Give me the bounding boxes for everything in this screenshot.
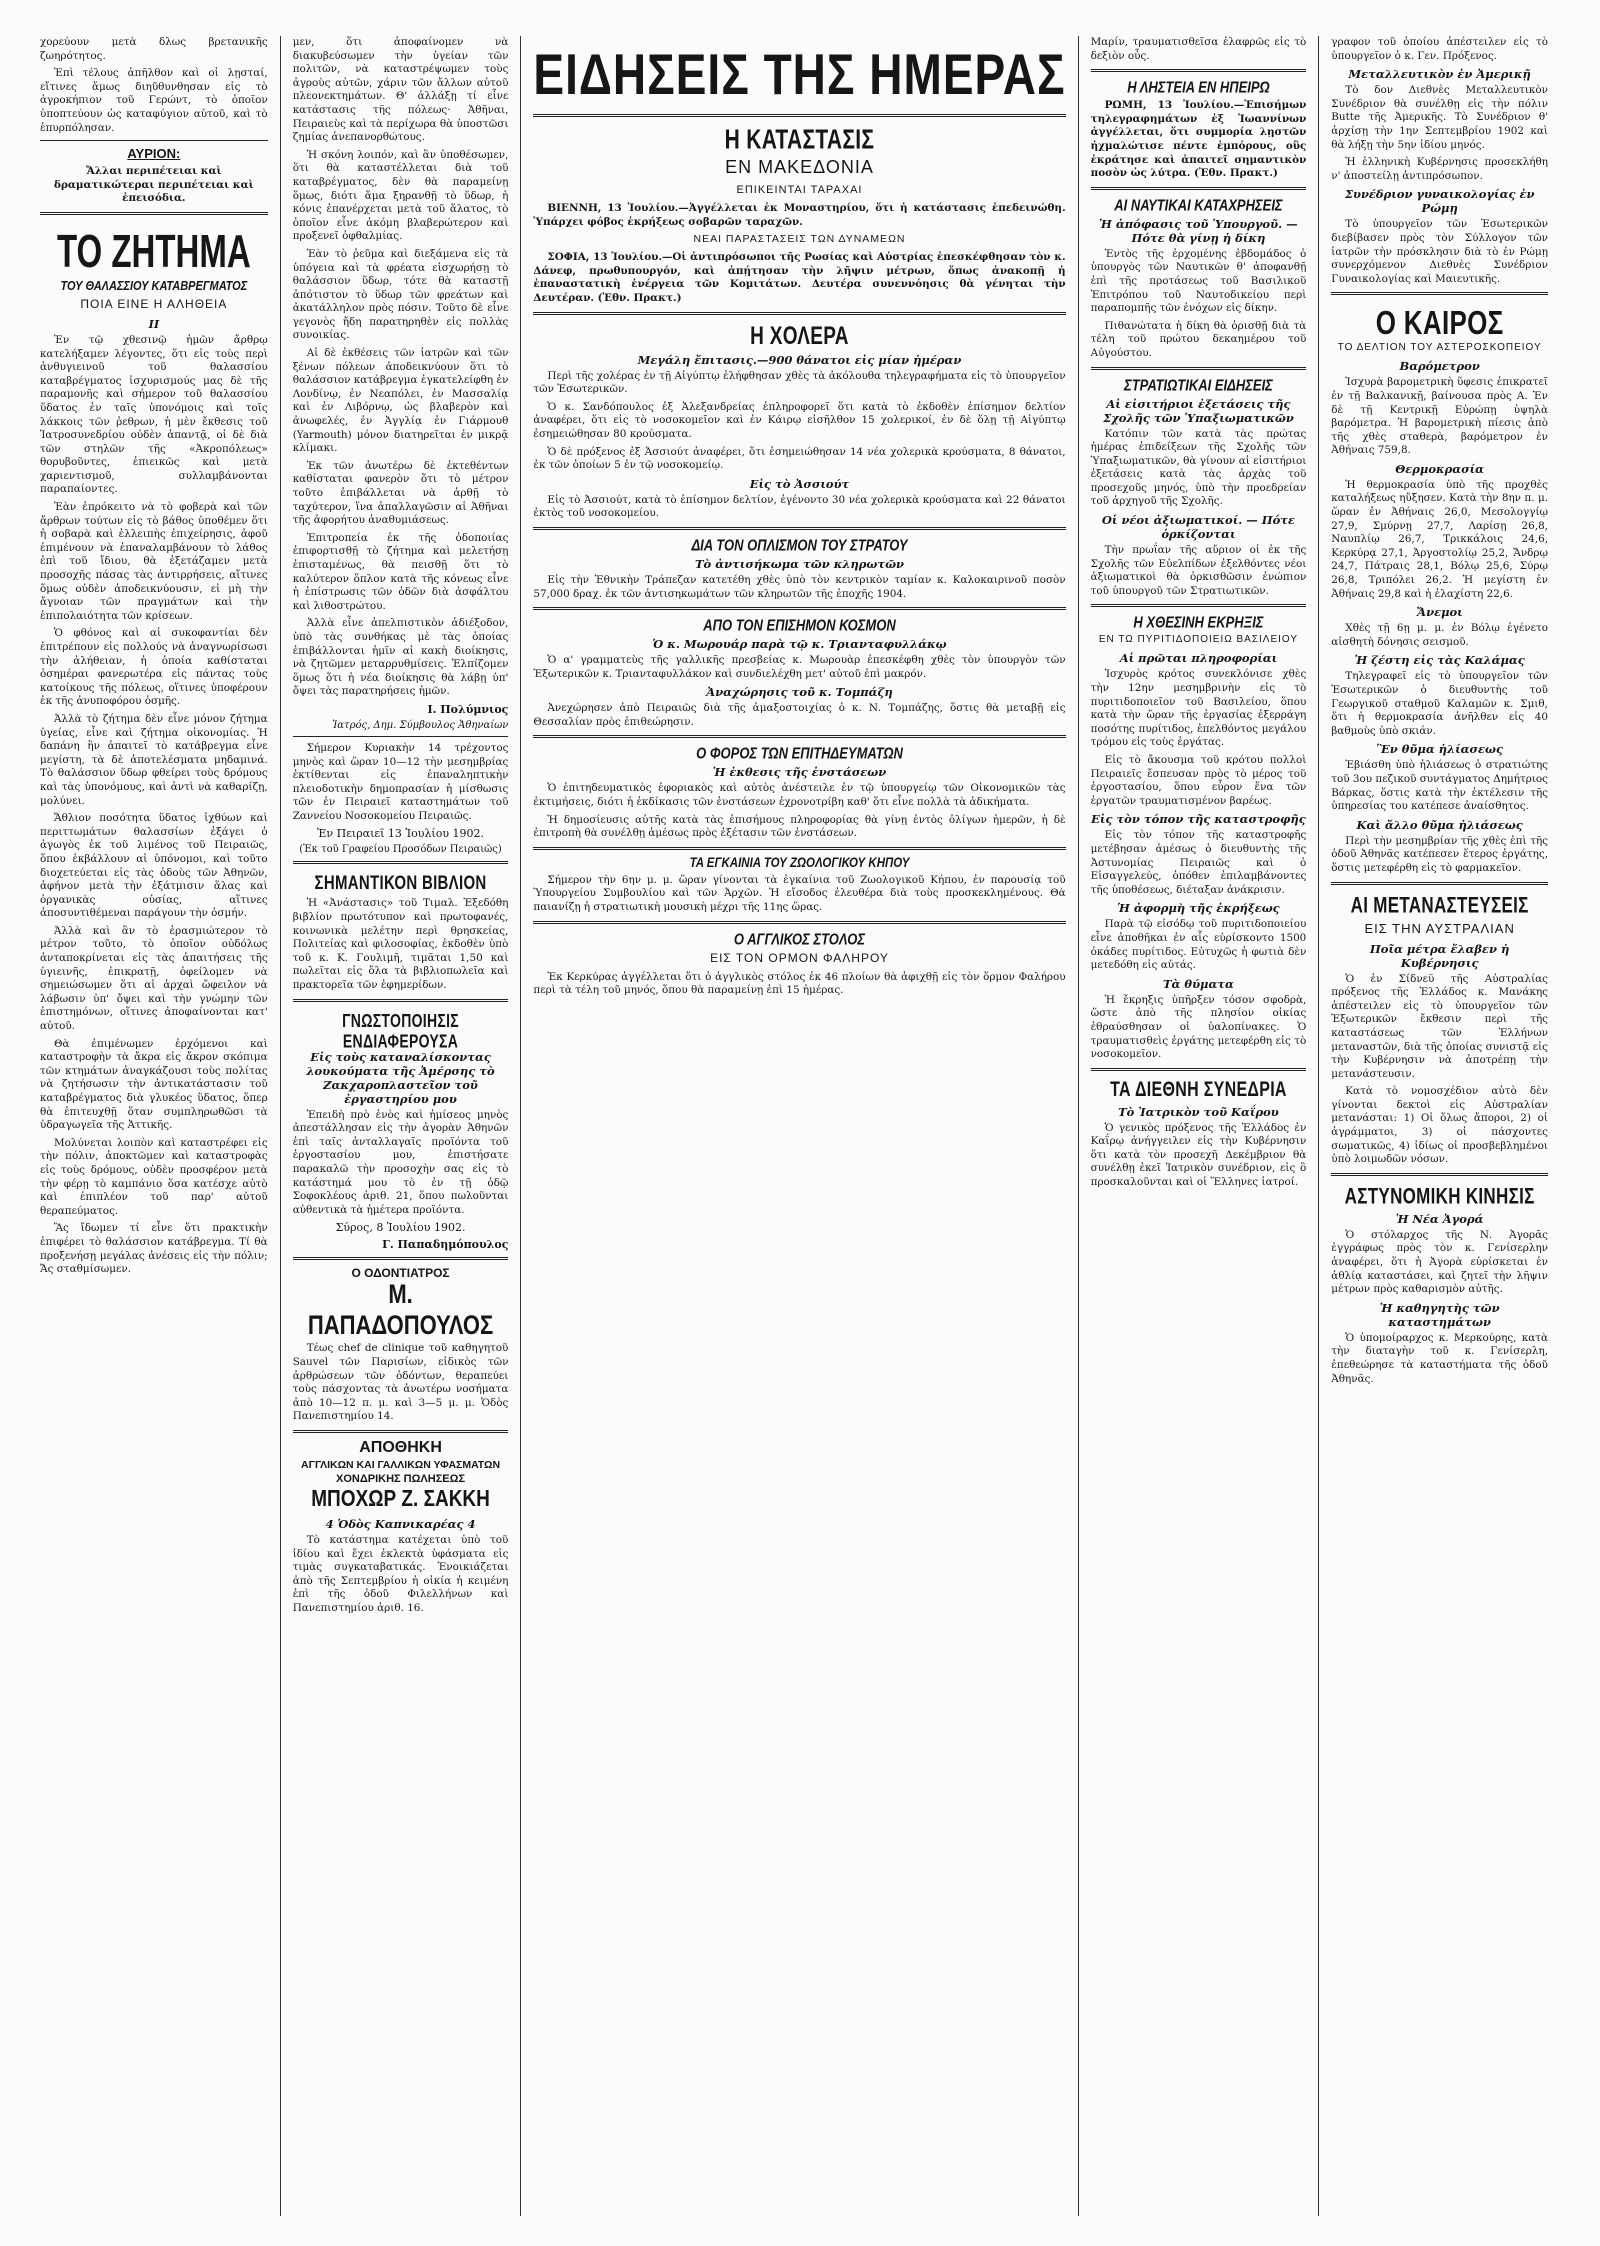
article-text: Ἐὰν τὸ ῥεῦμα καὶ διεξάμενα εἰς τὰ ὑπόγεια καὶ τὰ φρέατα εἰσχωρήσῃ τὸ θαλάσσιον ὕδωρ, τότε θὰ καταστῇ ἀπότιστον τὸ ὕδωρ τῶν φρεάτων καὶ ἀκατάλληλον πρὸς πόσιν. Τοῦτο δὲ εἶνε γεγονὸς ἤδη παρατηρηθὲν εἰς πολλὰς συνοικίας. — [292, 247, 509, 342]
synedria-subheading: Τὸ Ἰατρικὸν τοῦ Καΐρου — [1118, 1104, 1279, 1119]
agora-subheading: Ἡ Νέα Ἀγορά — [1395, 1211, 1484, 1226]
masthead-title: ΕΙΔΗΣΕΙΣ ΤΗΣ ΗΜΕΡΑΣ — [533, 41, 1066, 107]
article-text: Ἡ θερμοκρασία ὑπὸ τῆς προχθὲς καταλήξεως ηὔξησεν. Κατὰ τὴν 8ην π. μ. ὥραν ἐν Ἀθήναις 26,0, Μεσολογγίῳ 27,9, Σμύρνῃ 27,7, Λαρίσῃ 26,8, Ναυπλίῳ 26,7, Τρικκάλοις 24,6, Κερκύρᾳ 27,1, Ἀργοστολίῳ 25,2, Ἄνδρῳ 24,7, Πάτραις 28,1, Βόλῳ 25,6, Σύρῳ 26,8, Τριπόλει 26,2. Ἡ μεγίστη ἐν Ἀθήναις 29,8 καὶ ἡ ἐλαχίστη 22,6. — [1331, 478, 1548, 600]
column-1 — [40, 36, 281, 2216]
article-text: γραφον τοῦ ὁποίου ἀπέστειλεν εἰς τὸ ὑπουργεῖον ὁ κ. Γεν. Πρόξενος. — [1331, 36, 1548, 62]
divider — [293, 1430, 509, 1433]
article-text: Ἡ ἑλληνικὴ Κυβέρνησις προσεκλήθη ν' ἀποστείλῃ ἀντιπρόσωπον. — [1331, 156, 1548, 182]
article-text: Παρὰ τῷ εἰσόδῳ τοῦ πυριτιδοποιείου εἶνε ἀποθῆκαι ἐν αἷς εὑρίσκοντο 1500 ὀκάδες πυρίτιδος. Εὐτυχῶς ἡ φωτιὰ δὲν μετεδόθη εἰς αὐτάς. — [1090, 918, 1307, 972]
thymata-subheading: Τὰ θύματα — [1162, 976, 1234, 991]
allo-subheading: Καὶ ἄλλο θῦμα ἡλιάσεως — [1356, 817, 1523, 832]
column-5 — [1319, 36, 1560, 2216]
article-text: Εἰς τὸ Ἀσσιούτ, κατὰ τὸ ἐπίσημον δελτίον, ἐγένοντο 30 νέα χολερικὰ κρούσματα καὶ 22 θάνατοι ἐκτὸς τοῦ νοσοκομείου. — [533, 493, 1066, 520]
article-text: Ἐκ τῶν ἀνωτέρω δὲ ἐκτεθέντων καθίσταται φανερὸν ὅτι τὸ μέτρον τοῦτο ἐπιβάλλεται νὰ ἀρθῇ τὸ ταχύτερον, ἵνα ἀπαλλαγῶσιν αἱ Ἀθῆναι τῆς ἀφορήτου ἀναθυμιάσεως. — [292, 459, 509, 527]
article-text: Ὁ ἐν Σίδνεϋ τῆς Αὐστραλίας πρόξενος τῆς Ἑλλάδος κ. Μανάκης ἀπέστειλεν εἰς τὸ ὑπουργεῖον τῶν Ἐξωτερικῶν ἔκθεσιν περὶ τῆς καταστάσεως τῶν Ἑλλήνων μεταναστῶν, διὰ τῆς ὁποίας συνιστᾷ εἰς τὴν Κυβέρνησιν νὰ ἀποτρέπῃ τὴν μετανάστευσιν. — [1331, 972, 1548, 1080]
zesti-subheading: Ἡ ζέστη εἰς τὰς Καλάμας — [1354, 653, 1525, 668]
article-text: Χθὲς τῇ 6ῃ μ. μ. ἐν Βόλῳ ἐγένετο αἰσθητὴ δόνησις σεισμοῦ. — [1331, 622, 1548, 648]
afromi-subheading: Ἡ ἀφορμὴ τῆς ἐκρήξεως — [1117, 901, 1280, 916]
article-text: Περὶ τὴν μεσημβρίαν τῆς χθὲς ἐπὶ τῆς ὁδοῦ Ἀθηνᾶς κατέπεσεν ἕτερος ἐργάτης, ὅστις μετεφέρθη εἰς τὸ φαρμακεῖον. — [1331, 834, 1548, 874]
divider — [40, 140, 268, 141]
divider — [1331, 292, 1548, 295]
divider — [1091, 367, 1307, 370]
kosmos-heading: ΑΠΟ ΤΟΝ ΕΠΙΣΗΜΟΝ ΚΟΣΜΟΝ — [703, 616, 896, 635]
metanastefseis-subheading-2: Ποῖα μέτρα ἔλαβεν ἡ Κυβέρνησις — [1369, 941, 1510, 970]
dentist-label: Ο ΟΔΟΝΤΙΑΤΡΟΣ — [351, 1266, 450, 1281]
article-text: Περὶ τῆς χολέρας ἐν τῇ Αἰγύπτῳ ἐλήφθησαν χθὲς τὰ ἀκόλουθα τηλεγραφήματα εἰς τὸ ὑπουργεῖον τῶν Ἐσωτερικῶν. — [533, 369, 1066, 396]
divider — [533, 607, 1065, 610]
article-text: Ἐν τῷ χθεσινῷ ἡμῶν ἄρθρῳ κατελήξαμεν λέγοντες, ὅτι εἰς τοὺς περὶ ἀνθυγιεινοῦ τοῦ θαλασσίου καταβρέγματος ἰσχυρισμούς μας δὲ τῆς παραμονῆς καὶ σήμερον τοῦ θαλασσίου ὕδατος ἐν ταῖς ὑπονόμοις καὶ τοῖς λάκκοις τῶν ῥεθρων, ἡ μὲν ἔκθεσις τοῦ Ἰατροσυνεδρίου οὐδὲν ἀπαντᾷ, οἱ δὲ διὰ τῶν στηλῶν τῆς «Ἀκροπόλεως» θορυβοῦντες, ἐπιεικῶς καὶ μετὰ χαριεντισμοῦ, συλλαμβάνονται παραπαίοντες. — [40, 333, 268, 496]
article-text: Τὸ ὑπουργεῖον τῶν Ἐσωτερικῶν διεβίβασεν πρὸς τὸν Σύλλογον τῶν ἰατρῶν τὴν πρόσκλησιν διὰ τὸ ἐν Ρώμῃ συνερχόμενον Διεθνὲς Συνέδριον Γυναικολογίας καὶ Μαιευτικῆς. — [1331, 218, 1548, 285]
column-3 — [521, 36, 1078, 2216]
article-text: Τηλεγραφεῖ εἰς τὸ ὑπουργεῖον τῶν Ἐσωτερικῶν ὁ διευθυντὴς τοῦ Γεωργικοῦ σταθμοῦ Καλαμῶν κ. Σμιθ, ὅτι ἡ θερμοκρασία ἀνῆλθεν εἰς 40 βαθμοὺς ὑπὸ σκιάν. — [1331, 670, 1548, 737]
divider — [533, 735, 1065, 738]
article-text: χορεύουν μετὰ δλως βρετανικῆς ζωηρότητος. — [40, 36, 268, 62]
assiout-subheading: Εἰς τὸ Ἀσσιούτ — [749, 476, 850, 491]
column-4 — [1079, 36, 1320, 2216]
article-text: Ἐπιτροπεία ἐκ τῆς ὀδοποιίας ἐπιφορτισθῇ τὸ ζήτημα καὶ μελετήσῃ ἐπισταμένως, θὰ πεισθῇ ὅτι τὸ καλύτερον ὅπλον κατὰ τῆς κόνεως εἶνε ἡ ἐπίστρωσις τῶν ὁδῶν διὰ ἀσφάλτου καὶ λιθοστρώτου. — [292, 531, 509, 612]
divider — [1091, 1068, 1307, 1071]
notice-date: Σύρος, 8 Ἰουλίου 1902. — [335, 1221, 466, 1235]
article-text: Ὁ ὑπομοίραρχος κ. Μερκούρης, κατὰ τὴν διαταγὴν τοῦ κ. Γενίσερλη, ἐπεθεώρησε τὰ καταστήματα τῆς ὁδοῦ Ἀθηνᾶς. — [1331, 1331, 1548, 1385]
article-text: Αἱ δὲ ἐκθέσεις τῶν ἰατρῶν καὶ τῶν ξένων πόλεων ἀποδεικνύουν ὅτι τὸ θαλάσσιον κατάβρεγμα ἐγκατελείφθη ἐν Λονδίνῳ, ἐν Νεαπόλει, ἐν Μασσαλίᾳ καὶ ἐν Λιβόρνῳ, ὡς βλαβερὸν καὶ ἀνωφελές, ἐν Ἀγγλίᾳ ἐν Γιάρμουθ (Yarmouth) μόνον διατηρεῖται ἐν μικρᾷ κλίμακι. — [292, 347, 509, 455]
notice-text: Σήμερον Κυριακὴν 14 τρέχοντος μηνὸς καὶ ὥραν 10—12 τὴν μεσημβρίας ἐκτίθενται εἰς ἐπαναληπτικὴν πλειοδοτικὴν δημοπρασίαν ἡ μίσθωσις τῶν ἐν Πειραιεῖ καταστημάτων τοῦ Ζαννείου Νοσοκομείου Πειραιῶς. — [292, 741, 509, 822]
notice-date: Ἐν Πειραιεῖ 13 Ἰουλίου 1902. — [317, 827, 485, 841]
metanastefseis-subheading: ΕΙΣ ΤΗΝ ΑΥΣΤΡΑΛΙΑΝ — [1364, 920, 1515, 936]
stolos-heading: Ο ΑΓΓΛΙΚΟΣ ΣΤΟΛΟΣ — [733, 929, 866, 948]
divider — [293, 999, 509, 1002]
article-text: Ἡ δημοσίευσις αὐτῆς κατὰ τὰς ἐπισήμους πληροφορίας θὰ γίνῃ ἐντὸς ὀλίγων ἡμερῶν, ἡ δὲ ἐπιτροπὴ θὰ συνέλθῃ ἀμέσως πρὸς ἐξέτασιν τῶν ἐνστάσεων. — [533, 813, 1066, 840]
ad-text: Τὸ κατάστημα κατέχεται ὑπὸ τοῦ ἰδίου καὶ ἔχει ἐκλεκτὰ ὑφάσματα εἰς τιμὰς συγκαταβατικάς. Ἑνοικιάζεται ἀπὸ τῆς Σεπτεμβρίου ἡ οἰκία ἡ κειμένη ἐπὶ τῆς ὁδοῦ Φιλελλήνων καὶ Πανεπιστημίου ἀριθ. 16. — [292, 1533, 509, 1614]
anemoi-subheading: Ἄνεμοι — [1416, 605, 1463, 620]
topos-subheading: Εἰς τὸν τόπον τῆς καταστροφῆς — [1091, 812, 1306, 827]
divider — [533, 921, 1065, 924]
ekrixis-subheading: ΕΝ ΤΩ ΠΥΡΙΤΙΔΟΠΟΙΕΙΩ ΒΑΣΙΛΕΙΟΥ — [1098, 634, 1299, 646]
kosmos-subheading: Ὁ κ. Μωρουάρ παρὰ τῷ κ. Τριανταφυλλάκῳ — [652, 637, 947, 652]
varometron-subheading: Βαρόμετρον — [1399, 359, 1480, 374]
divider — [1091, 69, 1307, 72]
apothiki-heading: ΑΠΟΘΗΚΗ — [359, 1438, 442, 1456]
divider — [293, 736, 509, 737]
divider — [1331, 882, 1548, 885]
naftikes-heading: ΑΙ ΝΑΥΤΙΚΑΙ ΚΑΤΑΧΡΗΣΕΙΣ — [1114, 195, 1283, 214]
article-text: μεν, ὅτι ἀποφαίνομεν νὰ διακυβεύσωμεν τὴν ὑγείαν τῶν πολιτῶν, νὰ καταστρέψωμεν τοὺς ἀγροὺς αὐτῶν, χάριν τῶν ἄλλων αὐτοῦ πλεονεκτημάτων. Θ' ἀλλάξῃ τί εἶνε κατάστασις τῆς πόλεως· Ἀθῆναι, Πειραιεὺς καὶ τὰ περίχωρα θὰ ὑποστῶσι ζημίας ἀνεπανορθώτους. — [292, 36, 509, 144]
notice-source: (Ἐκ τοῦ Γραφείου Προσόδων Πειραιῶς) — [299, 844, 502, 856]
anaxorisis-subheading: Ἀναχώρησις τοῦ κ. Τομπάζη — [706, 685, 893, 700]
kairos-subheading: ΤΟ ΔΕΛΤΙΟΝ ΤΟΥ ΑΣΤΕΡΟΣΚΟΠΕΙΟΥ — [1337, 342, 1542, 354]
article-text: Τὴν πρωΐαν τῆς αὔριον οἱ ἐκ τῆς Σχολῆς τῶν Εὐελπίδων ἐξελθόντες νέοι ἀξιωματικοὶ θὰ ὁρκισθῶσιν ἐνώπιον τοῦ ὑπουργοῦ τῶν Στρατιωτικῶν. — [1090, 544, 1307, 597]
signature: Γ. Παπαδημόπουλος — [382, 1238, 509, 1252]
article-text: Ὁ κ. Σανδόπουλος ἐξ Ἀλεξανδρείας ἐπληροφορεῖ ὅτι κατὰ τὸ ἐκδοθὲν ἐπίσημον δελτίον ἀναφέρει, ὅτι εἰς τὸ νοσοκομεῖον καὶ ἐν Κάιρῳ εἰσῆλθον 15 χολερικοί, ἐν δὲ ὅλῃ τῇ Αἰγύπτῳ ἐσημειώθησαν 80 κρούσματα. — [533, 400, 1066, 440]
article-text: Ἀλλὰ καὶ ἂν τὸ ἐρασμιώτερον τὸ μέτρον τοῦτο, τὸ ὁποῖον οὐδόλως ἀνταποκρίνεται εἰς τὰς ἀπαιτήσεις τῆς ὑγιεινῆς, ἐπικρατῇ, ὀφείλομεν νὰ σημειώσωμεν ὅτι αἱ ἀρχαὶ ὤφειλον νὰ λάβωσιν ὑπ' ὄψει καὶ τὴν γνώμην τῶν ἐπιστημόνων, οἵτινες ἀποφαίνονται κατ' αὐτοῦ. — [40, 924, 268, 1033]
cholera-heading: Η ΧΟΛΕΡΑ — [750, 322, 849, 350]
stratiotikai-subheading: Αἱ εἰσιτήριοι ἐξετάσεις τῆς Σχολῆς τῶν Ὑπαξιωματικῶν — [1103, 396, 1294, 425]
article-text: Ἃς ἴδωμεν τί εἶνε ὅτι πρακτικὴν ἐπιφέρει τὸ θαλάσσιον κατάβρεγμα. Τί θὰ προξενήσῃ μεγάλας ἀνέσεις εἰς τὴν πόλιν; Ἄς σταθμίσωμεν. — [40, 1222, 268, 1276]
article-text: Ἀνεχώρησεν ἀπὸ Πειραιῶς διὰ τῆς ἀμαξοστοιχίας ὁ κ. Ν. Τομπάζης, ὅστις θὰ μεταβῇ εἰς Θεσσαλίαν πρὸς ἐπιθεώρησιν. — [533, 702, 1066, 728]
thyma-subheading: Ἓν θῦμα ἡλίασεως — [1376, 742, 1503, 757]
article-text: Ἐβιάσθη ὑπὸ ἡλιάσεως ὁ στρατιώτης τοῦ 3ου πεζικοῦ συντάγματος Δημήτριος Βάρκας, ὅστις κατὰ τὴν ἐκτέλεσιν τῆς ὑπηρεσίας του κατέπεσε ἀναίσθητος. — [1331, 759, 1549, 813]
article-text: Μολύνεται λοιπὸν καὶ καταστρέφει εἰς τὴν πόλιν, ἀποκτῶμεν καὶ καταστροφὰς εἰς τοὺς δρόμους, οὐδὲν προσφέρον μετὰ τὴν φέρῃ τὸ καμπάνιο ὅσα κατέσχε αὐτὸ καὶ ἐπιπλέον τοῦ παρ' αὐτοῦ θεραπεύματος. — [40, 1136, 268, 1217]
article-text: Ἄθλιον ποσότητα ὕδατος ἰχθύων καὶ περιττωμάτων θαλασσίων ἐξάγει ὁ ἀγωγὸς ἐκ τοῦ λιμένος τοῦ Πειραιῶς, ὅπου ἐκβάλλουν αἱ ὑπόνομοι, καὶ τοῦτο διοχετεύεται εἰς τὰς ὁδοὺς τῶν Ἀθηνῶν, ἀφήνον μετὰ τὴν ἐξάτμισιν ἅλας καὶ ὀργανικὰς οὐσίας, αἵτινες ἀποσυντιθέμεναι παράγουν τὴν ὀσμήν. — [40, 812, 268, 920]
tomorrow-heading: ΑΥΡΙΟΝ: — [127, 146, 181, 162]
lisia-heading: Η ΛΗΣΤΕΙΑ ΕΝ ΗΠΕΙΡΩ — [1127, 78, 1270, 97]
article-text: Ἰσχυρὰ βαρομετρικὴ ὕφεσις ἐπικρατεῖ ἐν τῇ Βαλκανικῇ, βαίνουσα πρὸς Α. Ἐν δὲ τῇ Κεντρικῇ Εὐρώπῃ ὑψηλὰ βαρόμετρα. Ἡ βαρομετρικὴ πίεσις ἀπὸ τῆς χθὲς σταθερὰ, βαρόμετρον ἐν Ἀθήναις 759,8. — [1331, 376, 1548, 457]
zitima-question: ΠΟΙΑ ΕΙΝΕ Η ΑΛΗΘΕΙΑ — [80, 296, 228, 311]
apothiki-name: ΜΠΟΧΩΡ Ζ. ΣΑΚΚΗ — [311, 1486, 490, 1512]
tomorrow-text: Ἄλλαι περιπέτειαι καὶ δραματικώτεραι περιπέτειαι καὶ ἐπεισόδια. — [54, 165, 254, 205]
divider — [533, 312, 1065, 315]
article-text: Ὁ γενικὸς πρόξενος τῆς Ἑλλάδος ἐν Καΐρῳ ἀνήγγειλεν εἰς τὴν Κυβέρνησιν ὅτι κατὰ τὸν προσεχῆ Δεκέμβριον θὰ συνέλθῃ ἐκεῖ Ἰατρικὸν συνέδριον, εἰς ὃ προσκαλοῦνται καὶ οἱ Ἕλληνες ἰατροί. — [1090, 1121, 1307, 1189]
divider — [40, 212, 268, 215]
divider — [1091, 604, 1307, 607]
article-text: Ἐὰν ἐπρόκειτο νὰ τὸ φοβερὰ καὶ τῶν ἄρθρων τούτων εἰς τὸ βάθος ὑποθέμεν ὅτι ἡ σοβαρὰ καὶ ἐλλειπὴς ἐπιχείρησις, ἀφοῦ ἐπιμένουν νὰ ἐπαναλαμβάνουν τὸ λάθος ἐπὶ τοῦ ἴδιου, θὰ ἐξετάζαμεν μετὰ προσοχῆς πάσας τὰς ἀντιρρήσεις, αἵτινες ὅμως οὐδὲν ἀποδεικνύουσιν, εἰ μὴ τὴν ἄγνοιαν τῶν πραγμάτων καὶ τὴν ἐπιπολαιότητα τῶν κρίσεων. — [40, 501, 268, 622]
divider — [293, 861, 509, 864]
signature: Ι. Πολύμνιος — [427, 702, 509, 716]
article-text: Ἀλλὰ εἶνε ἀπελπιστικὸν ἀδιέξοδον, ὑπὸ τὰς συνθήκας μὲ τὰς ὁποίας ἐπιβάλλονται ἡμῖν αἱ κακὴ διοίκησις, νὰ ζητῶμεν μεταρρυθμίσεις. Ἐλπίζομεν ὅμως ὅτι ἡ νέα διοίκησις θὰ λάβῃ ὑπ' ὄψει τὰς παρατηρήσεις ἡμῶν. — [292, 617, 509, 698]
article-text: Ἐπειδὴ πρὸ ἑνὸς καὶ ἡμίσεος μηνὸς ἀπεστάλλησαν εἰς τὴν ἀγορὰν Ἀθηνῶν ἐπὶ ταῖς ἀνταλλαγαῖς προϊόντα τοῦ ἐργοστασίου μου, ἐπιστήσατε παρακαλῶ τὴν προσοχὴν σας εἰς τὸ κατάστημά μου τὸ ἐν τῇ ὁδῷ Σοφοκλέους ἀριθ. 21, ὅπου πωλοῦνται αὐθεντικὰ τὰ ἡμέτερα προϊόντα. — [292, 1108, 509, 1216]
article-text: Εἰς τὸ ἄκουσμα τοῦ κρότου πολλοὶ Πειραιεῖς ἔσπευσαν πρὸς τὸ μέρος τοῦ ἐργοστασίου, ὅπου εὗρον ἕνα τῶν ἐργατῶν τραυματισμένον βαρέως. — [1090, 754, 1307, 807]
signature-title: Ἰατρός, Δημ. Σύμβουλος Ἀθηναίων — [332, 719, 509, 731]
kathigitis-subheading: Ἡ καθηγητὴς τῶν καταστημάτων — [1379, 1300, 1500, 1329]
article-text: Ὁ α' γραμματεὺς τῆς γαλλικῆς πρεσβείας κ. Μωρουὰρ ἐπεσκέφθη χθὲς τὸν ὑπουργὸν τῶν Ἐξωτερικῶν κ. Τριανταφυλλάκον καὶ συνδιελέχθη μετ' αὐτοῦ ἐπὶ μακρόν. — [533, 654, 1066, 680]
telegram-text: ΒΙΕΝΝΗ, 13 Ἰουλίου.—Ἀγγέλλεται ἐκ Μοναστηρίου, ὅτι ἡ κατάστασις ἐπεδεινώθη. Ὑπάρχει φόβος ἐκρήξεως σοβαρῶν ταραχῶν. — [533, 202, 1066, 228]
article-text: Ὁ ἐπιτηδευματικὸς ἐφοριακὸς καὶ αὐτὸς ἀνέστειλε ἐν τῷ ὑπουργείῳ τῶν Οἰκονομικῶν τὰς ἐκτιμήσεις, διότι ἡ ἐκδίκασις τῶν ἐνστάσεων ἐχρονοτρίβη καθ' ὅτι εἶνε πολλὰ τὰ ἀδικήματα. — [533, 782, 1066, 809]
article-text: Μαρίν, τραυματισθεῖσα ἐλαφρῶς εἰς τὸ δεξιὸν οὖς. — [1090, 36, 1307, 62]
ad-text: Τέως chef de clinique τοῦ καθηγητοῦ Sauvel τῶν Παρισίων, εἰδικὸς τῶν ἀρθρώσεων τῶν ὀδόντων, θεραπεύει τοὺς πάσχοντας τὰ ἀνωτέρω νοσήματα ἀπὸ 10—12 π. μ. καὶ 3—5 μ. μ. Ὁδὸς Πανεπιστημίου 14. — [292, 1342, 509, 1423]
metanastefseis-heading: ΑΙ ΜΕΤΑΝΑΣΤΕΥΣΕΙΣ — [1350, 892, 1529, 918]
article-text: Ἡ «Ἀνάστασις» τοῦ Τιμαλ. Ἐξεδόθη βιβλίον πρωτότυπον καὶ πρωτοφανές, κοινωνικὰ μελέτην περὶ θρησκείας, Πολιτείας καὶ φιλοσοφίας, ἐκδοθὲν ὑπὸ τοῦ κ. Κ. Γουλιμῆ, τιμᾶται 1,50 καὶ πωλεῖται εἰς ὅλα τὰ βιβλιοπωλεῖα καὶ πρακτορεῖα τῶν ἐφημερίδων. — [292, 897, 509, 992]
ekrixis-subheading-2: Αἱ πρῶται πληροφορίαι — [1119, 651, 1278, 666]
kipos-heading: ΤΑ ΕΓΚΑΙΝΙΑ ΤΟΥ ΖΩΟΛΟΓΙΚΟΥ ΚΗΠΟΥ — [689, 855, 910, 871]
article-text: Θὰ ἐπιμένωμεν ἐρχόμενοι καὶ καταστροφὴν τὰ ἄκρα εἰς ἄκρον σκόπιμα τῶν κτημάτων ἀναγκάζουσι τοὺς πολίτας νὰ ζητήσωσιν τὴν ἀντικατάστασιν τοῦ καταβρέγματος διὰ γλυκέος ὕδατος, ὅπερ θὰ ἐπιτευχθῇ ὅταν συμπληρωθῶσι τὰ ὑδραγωγεῖα τῆς Ἀττικῆς. — [40, 1037, 268, 1132]
katastasis-heading-1: Η ΚΑΤΑΣΤΑΣΙΣ — [724, 125, 875, 155]
columns — [40, 36, 1560, 2216]
oplismos-heading: ΔΙΑ ΤΟΝ ΟΠΛΙΣΜΟΝ ΤΟΥ ΣΤΡΑΤΟΥ — [691, 535, 908, 554]
gnostopoiisis-heading: ΓΝΩΣΤΟΠΟΙΗΣΙΣ ΕΝΔΙΑΦΕΡΟΥΣΑ — [342, 1009, 459, 1052]
article-text: Ὁ στόλαρχος τῆς Ν. Ἀγορᾶς ἐγγράφως πρὸς τὸν κ. Γενίσερλην ἀναφέρει, ὅτι ἡ Ἀγορὰ εὑρίσκεται ἐν ἀθλίᾳ καταστάσει, καὶ ζητεῖ τὴν λῆψιν μέτρων πρὸς καθαρισμὸν αὐτῆς. — [1331, 1228, 1548, 1296]
nees-ax-subheading: Οἱ νέοι ἀξιωματικοί. — Πότε ὁρκίζονται — [1101, 513, 1296, 542]
divider — [1091, 187, 1307, 190]
article-text: Κατόπιν τῶν κατὰ τὰς πρώτας ἡμέρας ἐπιδείξεων τῆς Σχολῆς τῶν Ὑπαξιωματικῶν, θὰ γίνουν αἱ εἰσιτήριοι ἐξετάσεις κατὰ τὰς ἀρχὰς τοῦ προσεχοῦς μηνός, ὑπὸ τὴν προεδρείαν τοῦ ἀρχηγοῦ τῆς Σχολῆς. — [1090, 427, 1307, 508]
katastasis-subheading: ΕΠΙΚΕΙΝΤΑΙ ΤΑΡΑΧΑΙ — [736, 184, 863, 196]
foros-subheading: Ἡ ἐκθεσις τῆς ἐνστάσεων — [712, 765, 887, 780]
naftikes-subheading: Ἡ ἀπόφασις τοῦ Ὑπουργοῦ. — Πότε θὰ γίνῃ ἡ δίκη — [1099, 216, 1298, 245]
oplismos-subheading: Τὸ ἀντισήκωμα τῶν κληρωτῶν — [694, 556, 905, 571]
divider — [293, 1257, 509, 1260]
katastasis-heading-2: ΕΝ ΜΑΚΕΔΟΝΙΑ — [725, 157, 874, 177]
article-text: Εἰς τὸν τόπον τῆς καταστροφῆς μετέβησαν ἀμέσως ὁ διευθυντὴς τῆς Ἀστυνομίας Πειραιῶς καὶ ὁ Εἰσαγγελεύς, ὁπόθεν ἐπιλαμβάνοντες τῆς ὑποθέσεως, διέταξαν ἀνάκρισιν. — [1090, 829, 1307, 896]
article-text: Ἐντὸς τῆς ἐρχομένης ἑβδομάδος ὁ ὑπουργὸς τῶν Ναυτικῶν θ' ἀποφανθῇ ἐπὶ τῆς προτάσεως τοῦ Βασιλικοῦ Ἐπιτρόπου τοῦ Ναυτοδικείου περὶ παραπομπῆς τῶν ἐνόχων εἰς δίκην. — [1090, 247, 1307, 315]
divider — [533, 114, 1065, 117]
nees-heading: ΝΕΑΙ ΠΑΡΑΣΤΑΣΕΙΣ ΤΩΝ ΔΥΝΑΜΕΩΝ — [693, 233, 906, 246]
article-text: Ὁ φθόνος καὶ αἱ συκοφαντίαι δὲν ἐπιτρέπουν εἰς πολλούς νὰ ἀναγνωρίσωσι τὴν ἀλήθειαν, ἡ ὁποία καθίσταται ὁσημέραι φανερωτέρα εἰς πάντας τοὺς κατοίκους τῆς πόλεως, οἵτινες ὑποφέρουν ἐκ τῆς ἀνυποφόρου ὀσμῆς. — [40, 627, 268, 708]
telegram-text: ΡΩΜΗ, 13 Ἰουλίου.—Ἐπισήμων τηλεγραφημάτων ἐξ Ἰωαννίνων ἀγγέλλεται, ὅτι συμμορία λῃστῶν ἠχμαλώτισε πέντε ἐμπόρους, οὓς ἐκράτησε καὶ ἀπαιτεῖ σημαντικὸν ποσὸν ὡς λύτρα. (Ἐθν. Πρακτ.) — [1090, 99, 1307, 180]
metallevtiko-subheading: Μεταλλευτικὸν ἐν Ἀμερικῇ — [1348, 67, 1531, 82]
article-text: Ἐπὶ τέλους ἀπῆλθον καὶ οἱ λῃσταί, εἴτινες ἅμως διηῦθυνθησαν εἰς τὸ ἀγροκήπιον τοῦ Γερώντ, τὸ ὁποῖον ὑποπτεύουν ὡς καταφύγιον αὐτοῦ, καὶ τὸ ἐπυρπόλησαν. — [40, 67, 268, 134]
gnostopoiisis-subheading: Εἰς τοὺς καταναλίσκοντας λουκούματα τῆς Ἀμέρσης τὸ Ζακχαροπλαστεῖον τοῦ ἐργαστηρίου μου — [306, 1049, 495, 1106]
thermokrasia-subheading: Θερμοκρασία — [1395, 461, 1485, 476]
cholera-subheading: Μεγάλη ἔπιτασις.—900 θάνατοι εἰς μίαν ἡμέραν — [637, 352, 962, 367]
article-text: Ὁ δὲ πρόξενος ἐξ Ἀσσιούτ ἀναφέρει, ὅτι ἐσημειώθησαν 14 νέα χολερικὰ κρούσματα, 8 θάνατοι, ἐκ τῶν ὁποίων 5 ἐν τῷ νοσοκομείῳ. — [533, 445, 1066, 472]
article-text: Ἡ σκόνη λοιπόν, καὶ ἂν ὑποθέσωμεν, ὅτι θὰ καταστέλλεται διὰ τοῦ καταβρέγματος, δὲν θὰ παραμείνῃ ὅμως, διότι ἅμα ξηρανθῇ τὸ ὕδωρ, ἡ κόνις ἐπανέρχεται μετὰ τοῦ ἅλατος, τὸ ὁποῖον εἶνε ἀκόμη βλαβερώτερον καὶ προξενεῖ ὀφθαλμίας. — [292, 148, 509, 243]
stolos-subheading: ΕΙΣ ΤΟΝ ΟΡΜΟΝ ΦΑΛΗΡΟΥ — [710, 950, 889, 965]
article-text: Ἡ ἔκρηξις ὑπῆρξεν τόσον σφοδρὰ, ὥστε ἀπὸ τῆς πλησίον οἰκίας ἐθραύσθησαν οἱ ὑαλοπίνακες. Ὁ τραυματισθεὶς ἐργάτης μετεφέρθη εἰς τὸ νοσοκομεῖον. — [1090, 993, 1307, 1061]
article-text: Τὸ δον Διεθνὲς Μεταλλευτικὸν Συνέδριον θὰ συνέλθῃ εἰς τὴν πόλιν Butte τῆς Ἀμερικῆς. Τὸ Συνέδριον θ' ἀρχίσῃ τὴν 1ην Σεπτεμβρίου 1902 καὶ θὰ λήξῃ τὴν 5ην ἰδίου μηνός. — [1331, 84, 1548, 151]
article-text: Ἰσχυρὸς κρότος συνεκλόνισε χθὲς τὴν 12ην μεσημβρινὴν εἰς τὸ πυριτιδοποιεῖον τοῦ Βασιλείου, ὅπου κατὰ τὴν ὥραν τῆς ἐργασίας ἐξερράγη ποσότης πυρίτιδος, ἐπελθόντος μεγάλου τρόμου εἰς τοὺς ἐργάτας. — [1090, 668, 1307, 749]
apothiki-sub: ΑΓΓΛΙΚΩΝ ΚΑΙ ΓΑΛΛΙΚΩΝ ΥΦΑΣΜΑΤΩΝ — [301, 1458, 501, 1471]
astynomiki-heading: ΑΣΤΥΝΟΜΙΚΗ ΚΙΝΗΣΙΣ — [1344, 1183, 1535, 1209]
article-text: Εἰς τὴν Ἐθνικὴν Τράπεζαν κατετέθη χθὲς ὑπὸ τὸν κεντρικὸν ταμίαν κ. Καλοκαιρινοῦ ποσὸν 57,000 δραχ. ἐκ τῶν ἀντισηκωμάτων τῶν κληρωτῶν τῆς ἐποχῆς 1904. — [533, 573, 1066, 600]
article-text: Ἀλλὰ τὸ ζήτημα δὲν εἶνε μόνον ζήτημα ὑγείας, εἶνε καὶ ζήτημα οἰκονομίας. Ἡ δαπάνη ἣν ἀπαιτεῖ τὸ κατάβρεγμα εἶνε μεγίστη, τὰ δὲ ἀποτελέσματα μηδαμινά. Τὸ θαλάσσιον ὕδωρ φθείρει τοὺς δρόμους καὶ τὰς ὑπονόμους, καὶ ἀντὶ νὰ καθαρίζῃ, μολύνει. — [40, 712, 268, 807]
apothiki-address: 4 Ὁδὸς Καπνικαρέας 4 — [325, 1516, 476, 1531]
zitima-subtitle: ΤΟΥ ΘΑΛΑΣΣΙΟΥ ΚΑΤΑΒΡΕΓΜΑΤΟΣ — [60, 278, 248, 294]
zitima-title: ΤΟ ΖΗΤΗΜΑ — [56, 224, 251, 277]
kairos-heading: Ο ΚΑΙΡΟΣ — [1375, 303, 1504, 343]
dentist-name: Μ. ΠΑΠΑΔΟΠΟΥΛΟΣ — [307, 1279, 494, 1341]
simantikon-heading: ΣΗΜΑΝΤΙΚΟΝ ΒΙΒΛΙΟΝ — [314, 872, 487, 895]
foros-heading: Ο ΦΟΡΟΣ ΤΩΝ ΕΠΙΤΗΔΕΥΜΑΤΩΝ — [696, 744, 903, 763]
ekrixis-heading: Η ΧΘΕΣΙΝΗ ΕΚΡΗΞΙΣ — [1133, 613, 1264, 632]
apothiki-sub2: ΧΟΝΔΡΙΚΗΣ ΠΩΛΗΣΕΩΣ — [335, 1472, 466, 1485]
column-2 — [281, 36, 522, 2216]
stratiotikai-heading: ΣΤΡΑΤΙΩΤΙΚΑΙ ΕΙΔΗΣΕΙΣ — [1124, 375, 1273, 394]
article-text: Σήμερον τὴν 6ην μ. μ. ὥραν γίνονται τὰ ἐγκαίνια τοῦ Ζωολογικοῦ Κήπου, ἐν παρουσίᾳ τοῦ Ὑπουργείου Συμβουλίου καὶ τῶν Ἀρχῶν. Ἡ εἴσοδος ἐλευθέρα διὰ τοὺς προσκεκλημένους. Θὰ παιανίζῃ ἡ στρατιωτικὴ μουσικὴ μέχρι τῆς 11ης ὥρας. — [533, 873, 1066, 914]
article-text: Πιθανώτατα ἡ δίκη θὰ ὁρισθῇ διὰ τὰ τέλη τοῦ πρώτου δεκαημέρου τοῦ Αὐγούστου. — [1090, 319, 1307, 359]
gynaikologias-subheading: Συνέδριον γυναικολογίας ἐν Ρώμῃ — [1344, 187, 1535, 216]
article-text: Κατὰ τὸ νομοσχέδιον αὐτὸ δὲν γίνονται δεκτοὶ εἰς Αὐστραλίαν μετανάσται: 1) Οἱ ὅλως ἄποροι, 2) οἱ ἀγράμματοι, 3) οἱ πάσχοντες σωματικῶς, 4) ἰδίως οἱ προσβεβλημένοι ὑπὸ λοιμωδῶν νόσων. — [1331, 1085, 1548, 1166]
divider — [533, 527, 1065, 530]
synedria-heading: ΤΑ ΔΙΕΘΝΗ ΣΥΝΕΔΡΙΑ — [1110, 1078, 1287, 1101]
telegram-text: ΣΟΦΙΑ, 13 Ἰουλίου.—Οἱ ἀντιπρόσωποι τῆς Ρωσίας καὶ Αὐστρίας ἐπεσκέφθησαν τὸν κ. Δάνεφ, πρωθυπουργόν, καὶ ἀπῄτησαν τὴν λῆψιν μέτρων, ὅπως ἀνακοπῇ ἡ ἐπαναστατικὴ ἐνέργεια τῶν Κομιτάτων. Δευτέρα συνεννόησις θὰ γένηται τὴν Δευτέραν. (Ἐθν. Πρακτ.) — [533, 251, 1066, 304]
divider — [1331, 1173, 1548, 1176]
divider — [533, 847, 1065, 850]
section-numeral: ΙΙ — [148, 316, 160, 331]
article-text: Ἐκ Κερκύρας ἀγγέλλεται ὅτι ὁ ἀγγλικὸς στόλος ἐκ 46 πλοίων θὰ ἀφιχθῇ εἰς τὸν ὅρμον Φαλήρου περὶ τὰ τέλη τοῦ μηνός, ὅπου θὰ παραμείνῃ ἐπὶ 15 ἡμέρας. — [533, 970, 1066, 997]
